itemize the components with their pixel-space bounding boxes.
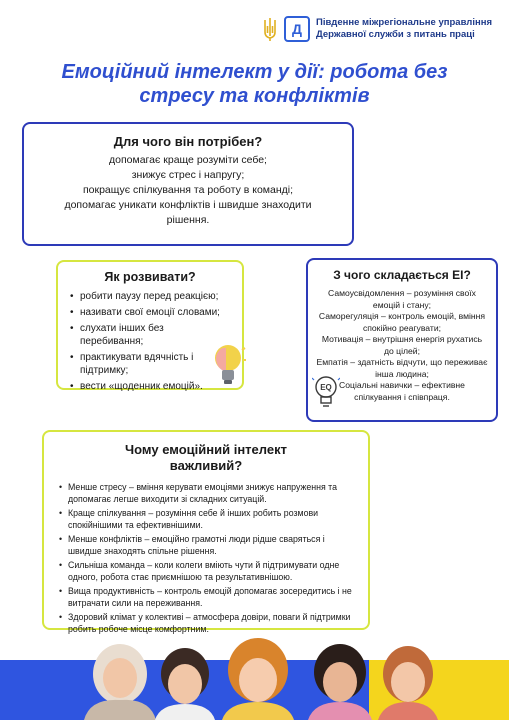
- why-needed-card: [22, 122, 354, 246]
- why-needed-heading: Для чого він потрібен?: [113, 134, 263, 149]
- components-line: Мотивація – внутрішня енергія рухатись: [321, 334, 483, 344]
- five-women-illustration: [0, 630, 509, 720]
- list-item: • Менше конфліктів – емоційно грамотні люди рідше сваряться і швидше знаходять спільне рішення.: [58, 534, 354, 557]
- title-line-2: стресу та конфліктів: [139, 85, 370, 107]
- components-line: інша людина;: [375, 368, 429, 379]
- list-item: • називати свої емоції словами;: [68, 306, 220, 319]
- list-item: • вести «щоденник емоцій».: [68, 380, 220, 393]
- why-needed-line: рішення.: [166, 214, 210, 226]
- trident-icon: [262, 16, 278, 42]
- components-line: Самоусвідомлення – розуміння своїх: [328, 288, 476, 298]
- list-item: • робити паузу перед реакцією;: [68, 290, 220, 303]
- page-title: [20, 60, 489, 108]
- list-item: • Вища продуктивність – контроль емоцій допомагає зосередитись і не витрачати сили на переживання.: [58, 586, 354, 609]
- why-needed-line: допомагає краще розуміти себе;: [109, 154, 267, 166]
- components-line: емоцій і стану;: [372, 299, 432, 310]
- components-line: Соціальні навички – ефективне: [339, 380, 465, 390]
- why-needed-line: знижує стрес і напругу;: [131, 169, 245, 181]
- list-item: • слухати інших без перебивання;: [68, 322, 220, 348]
- list-item: • Здоровий клімат у колективі – атмосфера довіри, поваги й підтримки робить робоче місце комфортним.: [58, 612, 354, 635]
- brain-bulb-icon: [206, 340, 246, 390]
- why-important-card: [42, 430, 370, 634]
- list-item: • Сильніша команда – коли колеги вміють чути й підтримувати одне одного, робота стає приємнішою та результативнішою.: [58, 560, 354, 583]
- components-heading: З чого складається ЕІ?: [333, 268, 471, 282]
- components-line: до цілей;: [384, 345, 420, 356]
- why-needed-line: допомагає уникати конфліктів і швидше знаходити: [64, 199, 312, 211]
- components-line: спілкування і співпраця.: [354, 391, 450, 402]
- components-line: спокійно реагувати;: [362, 322, 442, 333]
- why-important-heading-line-1: Чому емоційний інтелект: [125, 442, 287, 457]
- org-line-2: Державної служби з питань праці: [316, 29, 475, 40]
- components-line: Саморегуляція – контроль емоцій, вміння: [318, 311, 486, 321]
- why-important-heading-line-2: важливий?: [169, 458, 243, 473]
- eq-bulb-icon: [312, 374, 340, 410]
- list-item: • практикувати вдячність і підтримку;: [68, 351, 220, 377]
- org-line-1: Південне міжрегіональне управління: [316, 17, 492, 28]
- dsp-logo-icon: Д: [284, 16, 310, 42]
- title-line-1: Емоційний інтелект у дії: робота без: [61, 61, 448, 83]
- list-item: • Краще спілкування – розуміння себе й інших робить розмови спокійнішими та ефективнішими.: [58, 508, 354, 531]
- list-item: • Менше стресу – вміння керувати емоціями знижує напруження та допомагає легше виходити зі складних ситуацій.: [58, 482, 354, 505]
- why-needed-line: покращує спілкування та роботу в команді;: [82, 184, 294, 196]
- why-important-list: [58, 482, 354, 635]
- components-line: Емпатія – здатність відчути, що переживає: [316, 357, 488, 367]
- eq-label: EQ: [320, 383, 332, 392]
- how-develop-heading: Як розвивати?: [104, 270, 196, 284]
- org-name: [316, 17, 492, 41]
- header: [262, 12, 501, 46]
- why-important-heading: [58, 442, 354, 474]
